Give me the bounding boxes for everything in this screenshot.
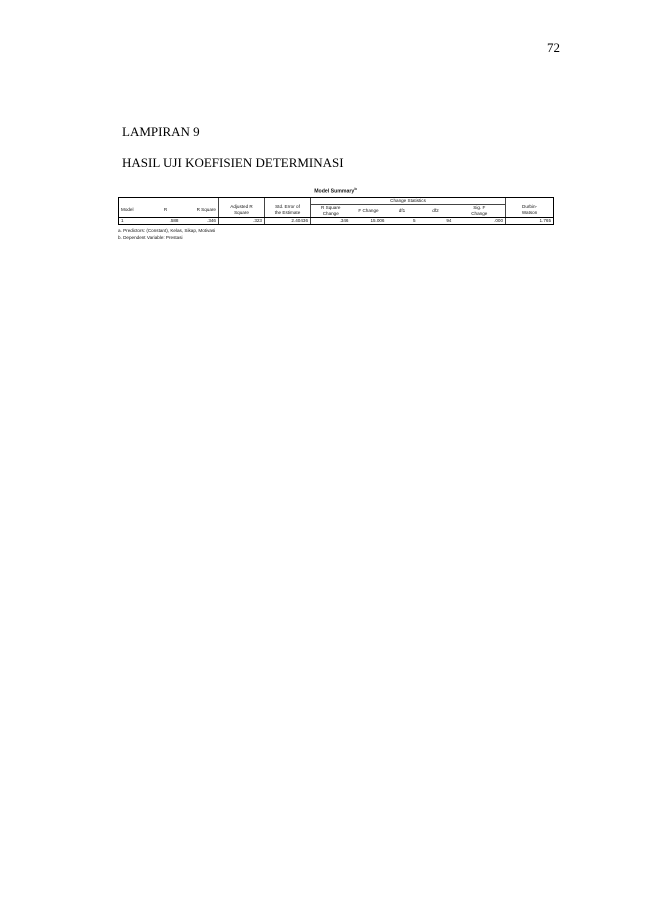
header-row-1 <box>119 197 554 204</box>
header-std-error <box>265 204 311 217</box>
table-footnotes <box>118 227 553 241</box>
page-number: 72 <box>547 40 560 55</box>
header-sig-f-change-line1: Sig. F <box>473 204 486 210</box>
header-sig-f-change-line2: Change <box>471 210 488 216</box>
cell-r: .588 <box>151 217 181 224</box>
header-r-square-change-line2: Change <box>322 210 339 216</box>
header-model: Model <box>119 204 151 217</box>
header-r-square-change <box>311 204 351 217</box>
cell-durbin-watson: 1.765 <box>506 217 554 224</box>
table-row <box>119 217 554 224</box>
header-durbin-watson <box>506 204 554 217</box>
cell-r-square-change: .346 <box>311 217 351 224</box>
footnote-a: a. Predictors: (Constant), Kelas, Sikap, Motivasi <box>118 227 216 233</box>
model-summary-title-text: Model Summary <box>314 188 355 195</box>
footnote-b: b. Dependent Variable: Prestasi <box>118 234 183 240</box>
header-adjusted-r-square <box>219 204 265 217</box>
change-statistics-header: Change Statistics <box>311 197 506 204</box>
header-df2: df2 <box>418 204 454 217</box>
cell-adjusted-r-square: .323 <box>219 217 265 224</box>
header-std-error-line2: the Estimate <box>274 210 301 216</box>
header-adjusted-r-square-line2: Square <box>234 210 249 216</box>
cell-model: 1 <box>119 217 151 224</box>
model-summary-table <box>118 197 554 225</box>
cell-f-change: 15.006 <box>351 217 387 224</box>
header-f-change: F Change <box>351 204 387 217</box>
cell-r-square: .346 <box>181 217 219 224</box>
cell-df1: 5 <box>387 217 418 224</box>
header-adjusted-r-square-line1: Adjusted R <box>230 204 253 210</box>
header-durbin-watson-line2: Watson <box>521 210 538 216</box>
header-std-error-line1: Std. Error of <box>275 204 300 210</box>
model-summary-title-sup: b <box>354 186 357 191</box>
header-r-square-change-line1: R Square <box>321 204 341 210</box>
cell-std-error: 2.40436 <box>265 217 311 224</box>
header-r: R <box>151 204 181 217</box>
header-df1: df1 <box>387 204 418 217</box>
appendix-title: LAMPIRAN 9 <box>122 124 200 139</box>
header-sig-f-change <box>454 204 506 217</box>
section-title: HASIL UJI KOEFISIEN DETERMINASI <box>122 155 344 170</box>
cell-df2: 94 <box>418 217 454 224</box>
model-summary-output <box>118 186 553 241</box>
cell-sig-f-change: .000 <box>454 217 506 224</box>
header-durbin-watson-line1: Durbin- <box>522 204 538 210</box>
header-r-square: R Square <box>181 204 219 217</box>
model-summary-title <box>118 186 553 195</box>
header-row-2 <box>119 204 554 217</box>
